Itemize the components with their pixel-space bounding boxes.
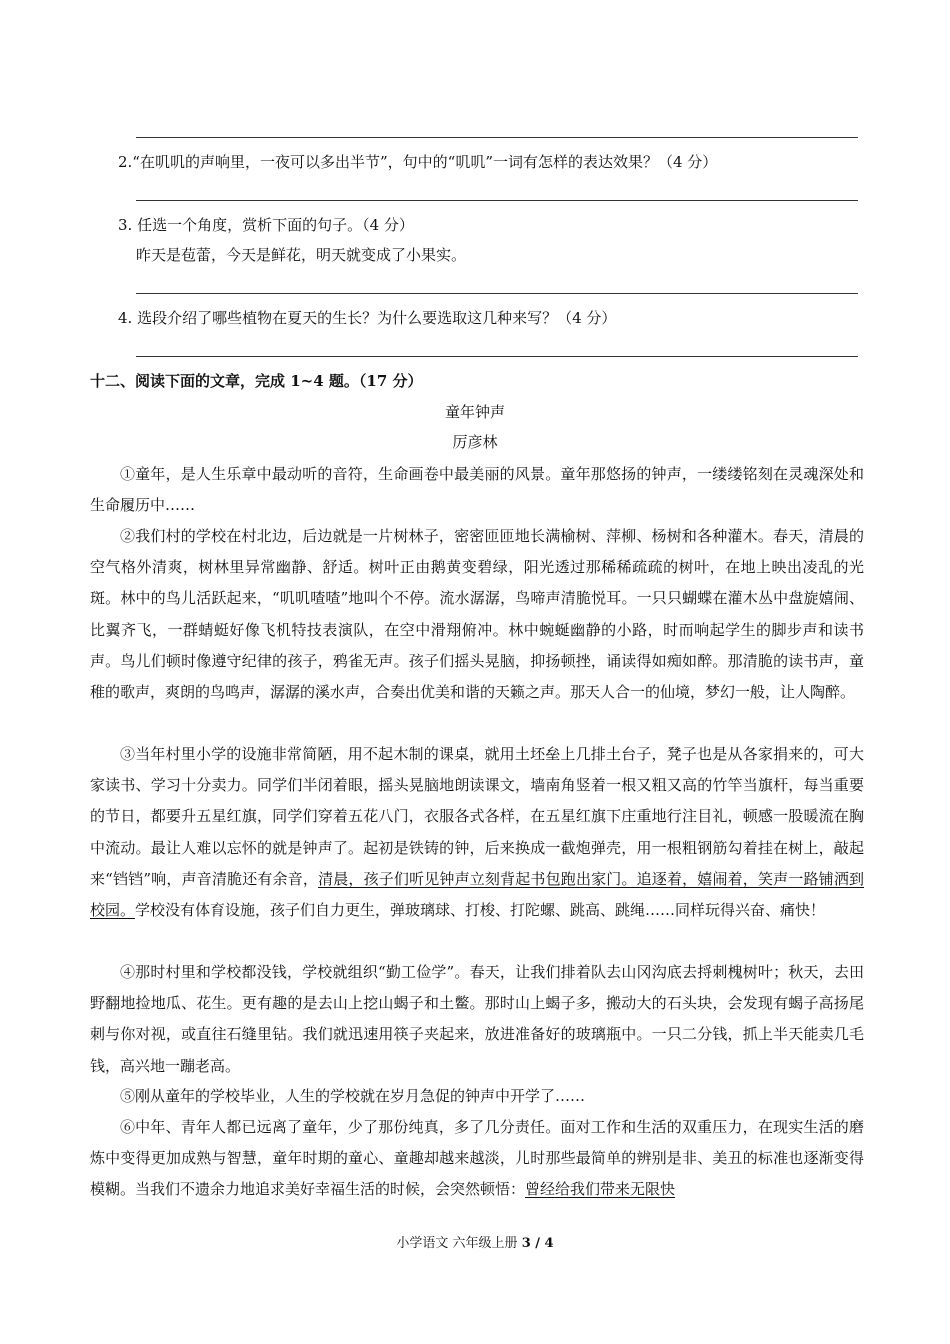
question-4: 4. 选段介绍了哪些植物在夏天的生长？为什么要选取这几种来写？（4 分） (118, 309, 617, 327)
paragraph-3 (90, 739, 864, 926)
paragraph-6-text: ⑥中年、青年人都已远离了童年，少了那份纯真，多了几分责任。面对工作和生活的双重压力，在现实生活的磨炼中变得更加成熟与智慧，童年时期的童心、童趣却越来越淡，儿时那些最简单的辨别是非、美丑的标准也逐渐变得模糊。当我们不遗余力地追求美好幸福生活的时候，会突然顿悟： (90, 1118, 864, 1199)
page-footer (0, 1232, 950, 1251)
paragraph-6 (90, 1112, 864, 1206)
question-3: 3. 任选一个角度，赏析下面的句子。（4 分） (118, 216, 414, 234)
answer-line-q1 (136, 137, 858, 138)
question-3-sentence: 昨天是苞蕾，今天是鲜花，明天就变成了小果实。 (136, 246, 467, 264)
question-2: 2.“在叽叽的声响里，一夜可以多出半节”，句中的“叽叽”一词有怎样的表达效果？（4 分） (118, 153, 718, 171)
paragraph-3-text-a: ③当年村里小学的设施非常简陋，用不起木制的课桌，就用土坯垒上几排土台子，凳子也是从各家捐来的，可大家读书、学习十分卖力。同学们半闭着眼，摇头晃脑地朗读课文，墙南角竖着一根又粗又高的竹竿当旗杆，每当重要的节日，都要升五星红旗，同学们穿着五花八门，衣服各式各样，在五星红旗下庄重地行注目礼，顿感一股暖流在胸中流动。最让人难以忘怀的就是钟声了。起初是铁铸的钟，后来换成一截炮弹壳，用一根粗钢筋勾着挂在树上，敲起来“铛铛”响，声音清脆还有余音， (90, 745, 864, 888)
answer-line-q4 (136, 356, 858, 357)
paragraph-5: ⑤刚从童年的学校毕业，人生的学校就在岁月急促的钟声中开学了…… (120, 1087, 586, 1105)
paragraph-6-underlined: 曾经给我们带来无限快 (525, 1180, 676, 1199)
footer-page-number: 3 / 4 (521, 1236, 554, 1251)
answer-line-q2 (136, 200, 858, 201)
answer-line-q3 (136, 293, 858, 294)
paragraph-2: ②我们村的学校在村北边，后边就是一片树林子，密密匝匝地长满榆树、萍柳、杨树和各种灌木。春天，清晨的空气格外清爽，树林里异常幽静、舒适。树叶正由鹅黄变碧绿，阳光透过那稀稀疏疏的树叶，在地上映出凌乱的光斑。林中的鸟儿活跃起来，“叽叽喳喳”地叫个不停。流水潺潺，鸟啼声清脆悦耳。一只只蝴蝶在灌木丛中盘旋嬉闹、比翼齐飞，一群蜻蜓好像飞机特技表演队，在空中滑翔俯冲。林中蜿蜒幽静的小路，时而响起学生的脚步声和读书声。鸟儿们顿时像遵守纪律的孩子，鸦雀无声。孩子们摇头晃脑，抑扬顿挫，诵读得如痴如醉。那清脆的读书声，童稚的歌声，爽朗的鸟鸣声，潺潺的溪水声，合奏出优美和谐的天籁之声。那天人合一的仙境，梦幻一般，让人陶醉。 (90, 527, 864, 702)
section-heading: 十二、阅读下面的文章，完成 1~4 题。（17 分） (90, 372, 423, 390)
footer-subject: 小学语文 六年级上册 (396, 1236, 518, 1251)
article-title: 童年钟声 (444, 403, 505, 421)
paragraph-3-underlined: 清晨，孩子们听见钟声立刻背起书包跑出家门。追逐着，嬉闹着，笑声一路铺洒到校园。 (90, 869, 864, 920)
paragraph-1: ①童年，是人生乐章中最动听的音符，生命画卷中最美丽的风景。童年那悠扬的钟声，一缕缕铭刻在灵魂深处和生命履历中…… (90, 465, 864, 515)
paragraph-4: ④那时村里和学校都没钱，学校就组织“勤工俭学”。春天，让我们排着队去山冈沟底去捋刺槐树叶；秋天，去田野翻地捡地瓜、花生。更有趣的是去山上挖山蝎子和土鳖。那时山上蝎子多，搬动大的石头块，会发现有蝎子高扬尾刺与你对视，或直往石缝里钻。我们就迅速用筷子夹起来，放进准备好的玻璃瓶中。一只二分钱，抓上半天能卖几毛钱，高兴地一蹦老高。 (90, 963, 864, 1075)
paragraph-3-text-b: 学校没有体育设施，孩子们自力更生，弹玻璃球、打梭、打陀螺、跳高、跳绳……同样玩得兴奋、痛快！ (135, 901, 826, 920)
article-author: 厉彦林 (452, 433, 498, 451)
